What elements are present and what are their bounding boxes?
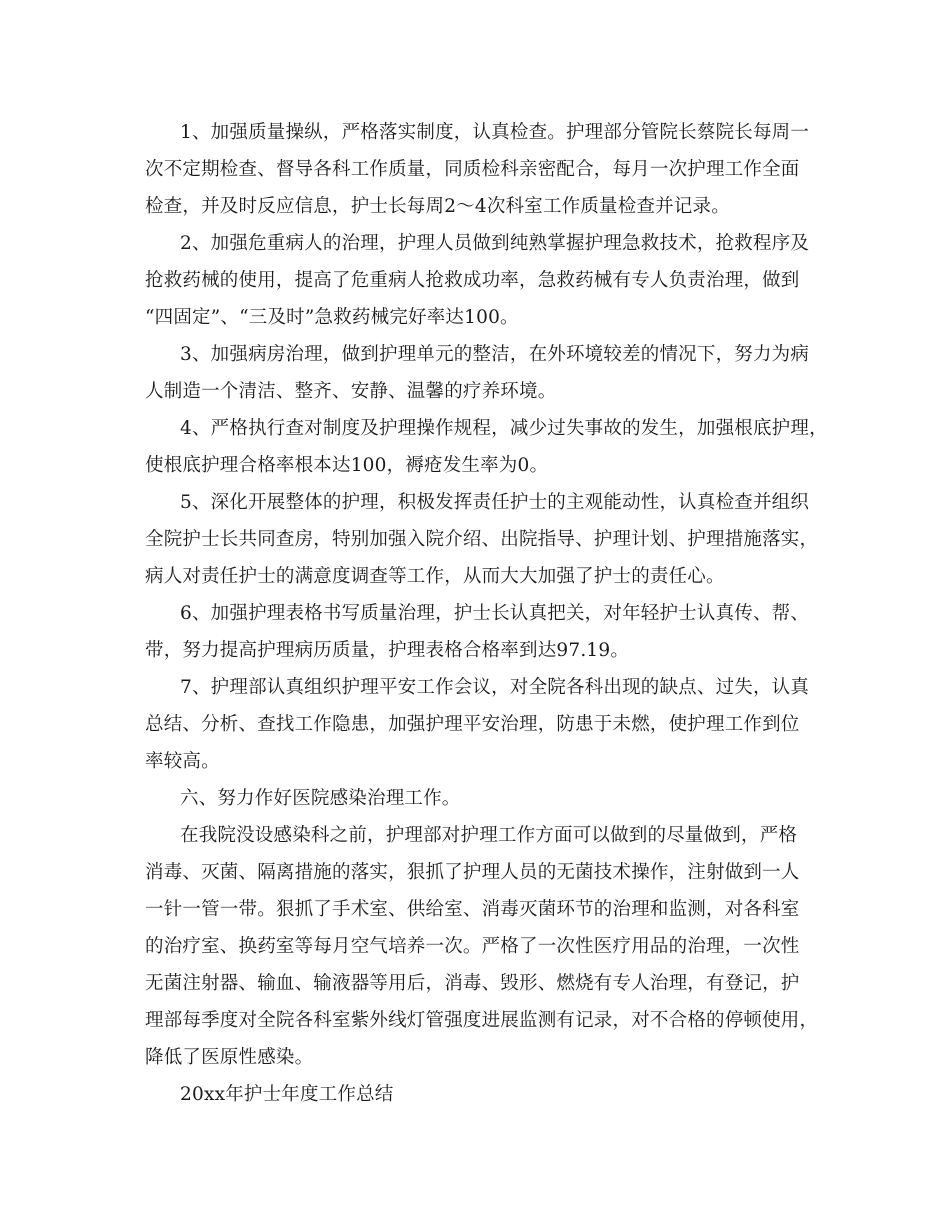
text-line: 消毒、灭菌、隔离措施的落实，狠抓了护理人员的无菌技术操作，注射做到一人 xyxy=(145,862,800,883)
text-line: 1、加强质量操纵，严格落实制度，认真检查。护理部分管院长蔡院长每周一 xyxy=(180,122,810,143)
text-line: 6、加强护理表格书写质量治理，护士长认真把关，对年轻护士认真传、帮、 xyxy=(180,603,810,624)
text-line: 理部每季度对全院各科室紫外线灯管强度进展监测有记录，对不合格的停顿使用， xyxy=(145,1010,819,1031)
text-line: 率较高。 xyxy=(145,751,220,772)
text-line: 使根底护理合格率根本达100，褥疮发生率为0。 xyxy=(145,455,549,476)
text-line: 人制造一个清洁、整齐、安静、温馨的疗养环境。 xyxy=(145,381,557,402)
text-line: 7、护理部认真组织护理平安工作会议，对全院各科出现的缺点、过失，认真 xyxy=(180,677,810,698)
text-line: 5、深化开展整体的护理，积极发挥责任护士的主观能动性，认真检查并组织 xyxy=(180,492,810,513)
text-line: 的治疗室、换药室等每月空气培养一次。严格了一次性医疗用品的治理，一次性 xyxy=(145,936,800,957)
text-line: 带，努力提高护理病历质量，护理表格合格率到达97.19。 xyxy=(145,640,630,661)
text-line: 病人对责任护士的满意度调查等工作，从而大大加强了护士的责任心。 xyxy=(145,566,725,587)
text-line: 全院护士长共同查房，特别加强入院介绍、出院指导、护理计划、护理措施落实， xyxy=(145,529,819,550)
text-line: 降低了医原性感染。 xyxy=(145,1047,314,1068)
text-line: 一针一管一带。狠抓了手术室、供给室、消毒灭菌环节的治理和监测，对各科室 xyxy=(145,899,800,920)
closing-title: 20xx年护士年度工作总结 xyxy=(180,1084,394,1105)
text-line: 总结、分析、查找工作隐患，加强护理平安治理，防患于未燃，使护理工作到位 xyxy=(145,714,800,735)
text-line: 3、加强病房治理，做到护理单元的整洁，在外环境较差的情况下，努力为病 xyxy=(180,344,810,365)
text-line: 检查，并及时反应信息，护士长每周2～4次科室工作质量检查并记录。 xyxy=(145,196,730,217)
text-line: 4、严格执行查对制度及护理操作规程，减少过失事故的发生，加强根底护理， xyxy=(180,418,828,439)
text-line: 2、加强危重病人的治理，护理人员做到纯熟掌握护理急救技术，抢救程序及 xyxy=(180,233,810,254)
text-line: 在我院没设感染科之前，护理部对护理工作方面可以做到的尽量做到，严格 xyxy=(180,825,798,846)
text-line: “四固定”、“三及时”急救药械完好率达100。 xyxy=(145,307,519,328)
section-heading: 六、努力作好医院感染治理工作。 xyxy=(180,788,461,809)
text-line: 无菌注射器、输血、输液器等用后，消毒、毁形、燃烧有专人治理，有登记，护 xyxy=(145,973,800,994)
text-line: 抢救药械的使用，提高了危重病人抢救成功率，急救药械有专人负责治理，做到 xyxy=(145,270,800,291)
text-line: 次不定期检查、督导各科工作质量，同质检科亲密配合，每月一次护理工作全面 xyxy=(145,159,800,180)
